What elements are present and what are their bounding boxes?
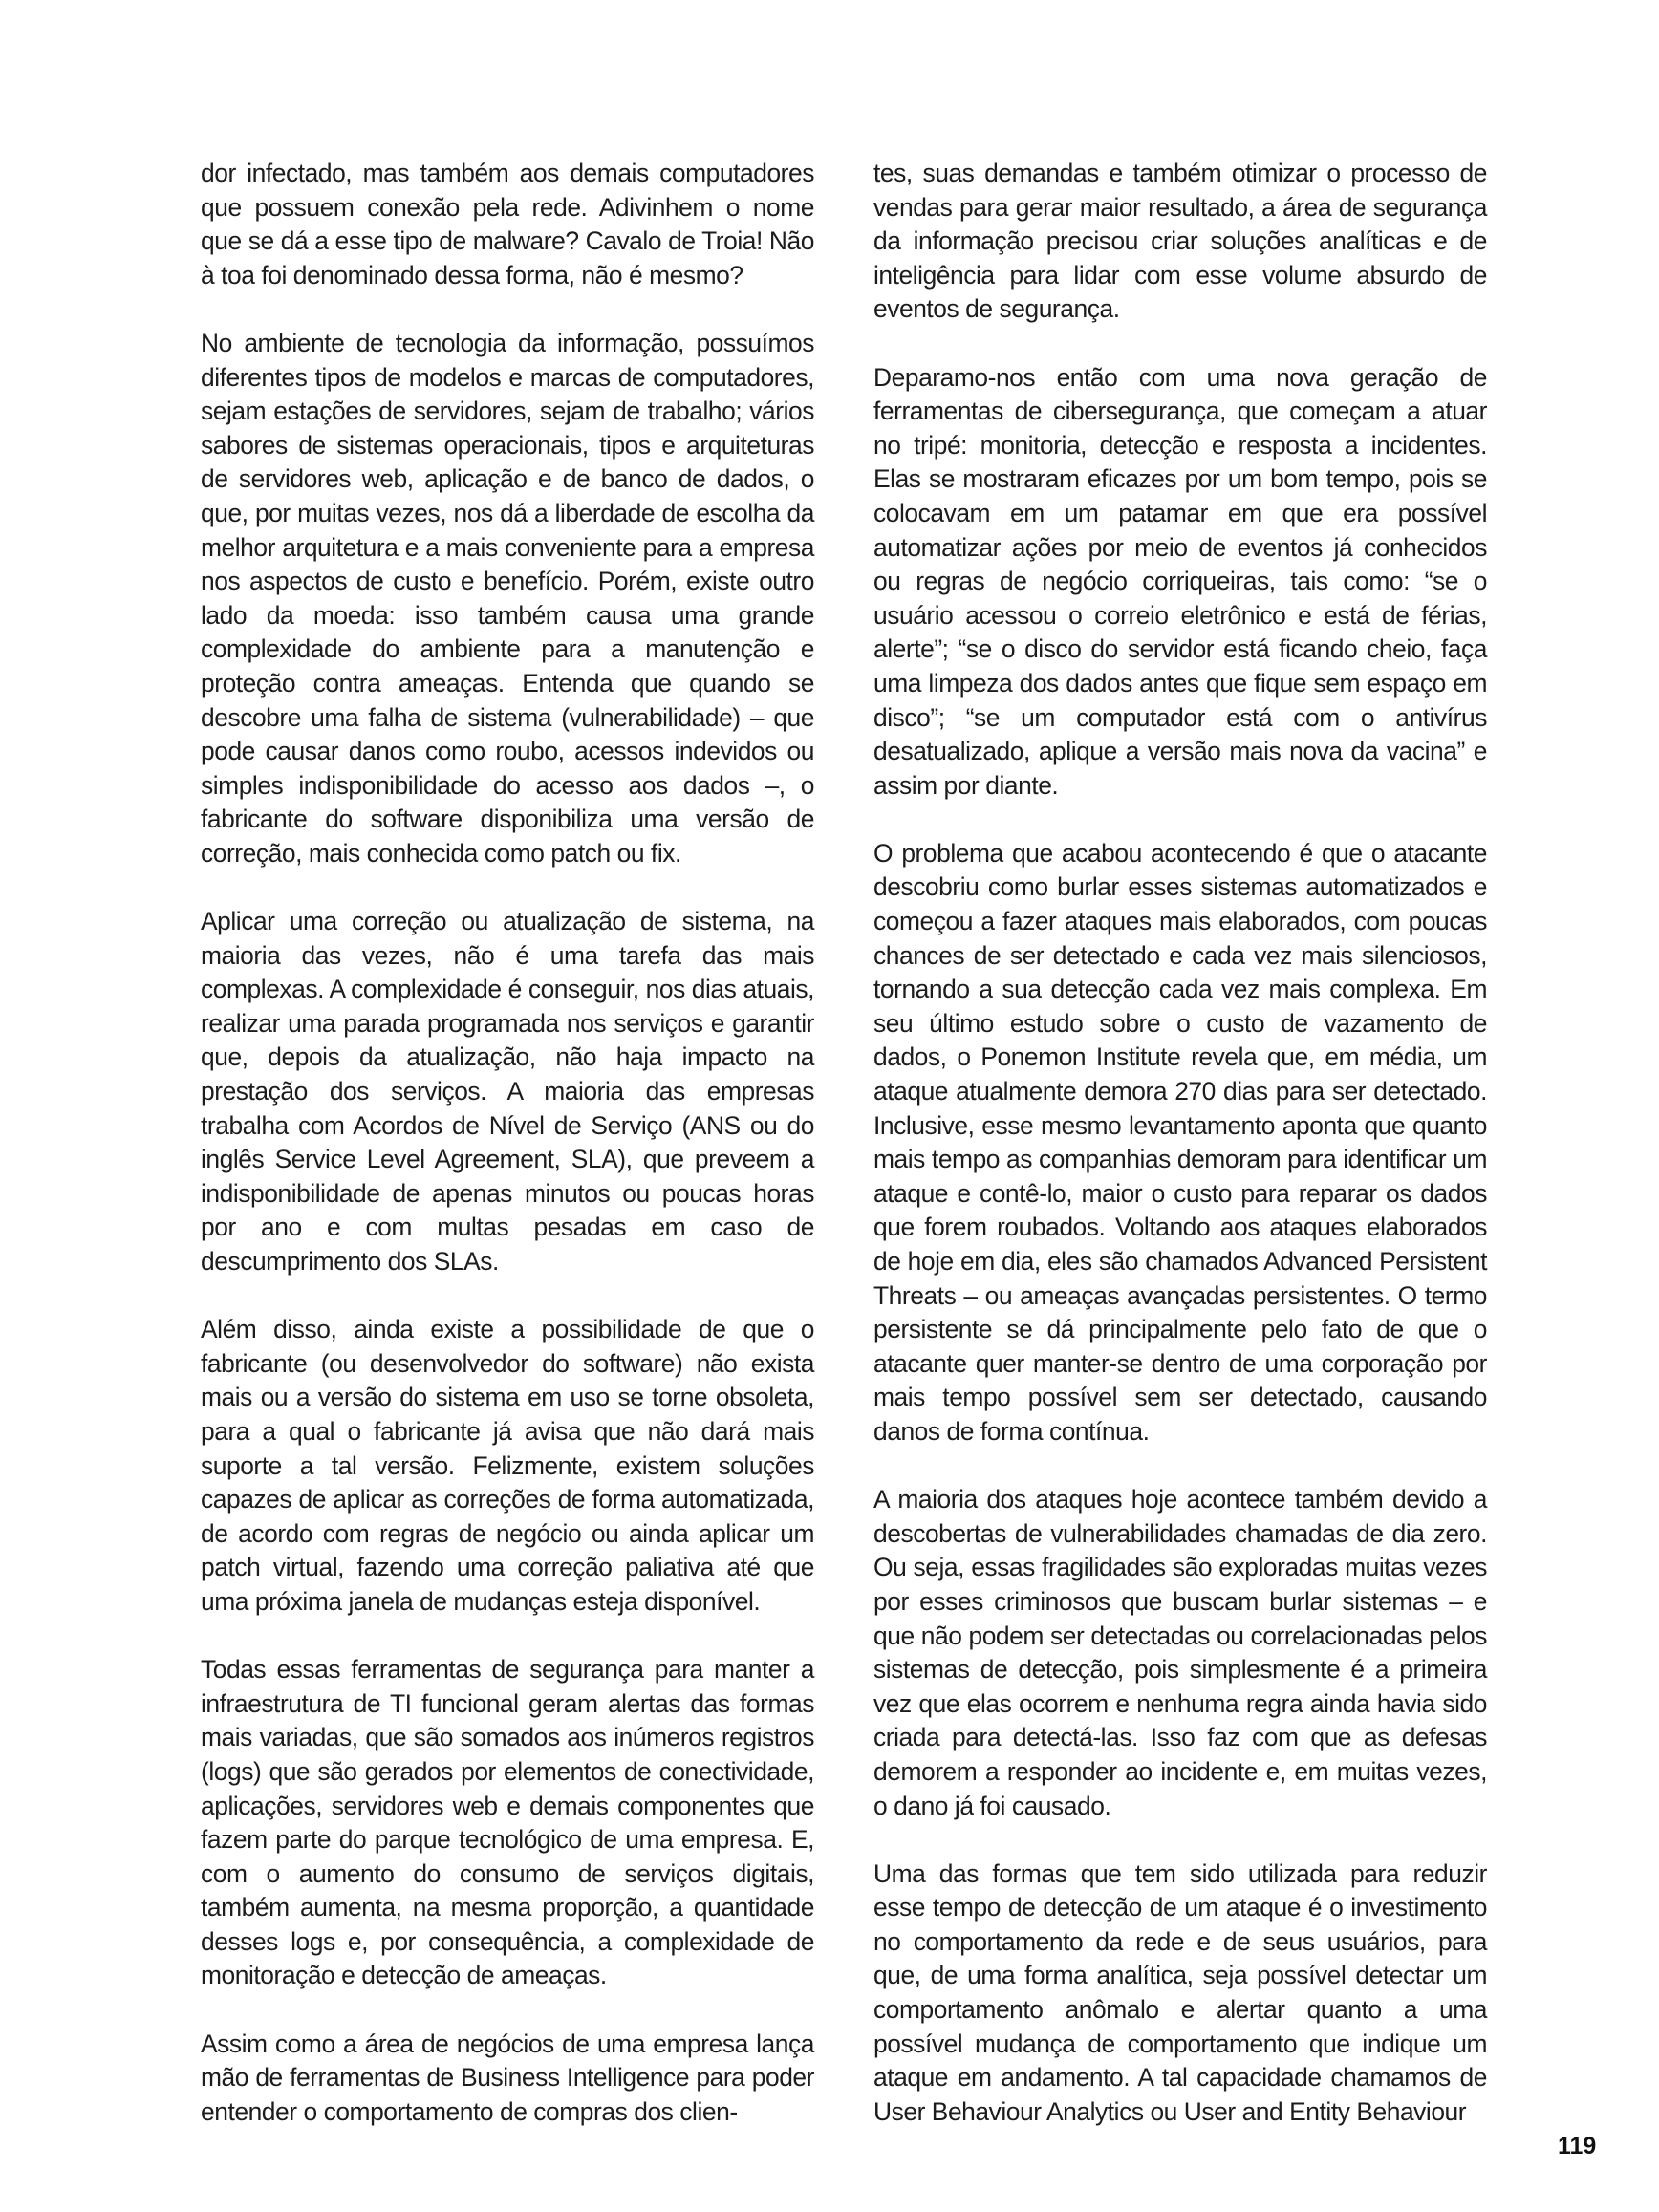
left-text-column xyxy=(201,157,814,2163)
right-text-column xyxy=(873,157,1487,2163)
paragraph: Aplicar uma correção ou atualização de sistema, na maioria das vezes, não é uma tarefa das mais complexas. A complexidade é conseguir, nos dias atuais, realizar uma parada programada nos serviços e garantir que, depois da atualização, não haja impacto na prestação dos serviços. A maioria das empresas trabalha com Acordos de Nível de Serviço (ANS ou do inglês Service Level Agreement, SLA), que preveem a indisponibilidade de apenas minutos ou poucas horas por ano e com multas pesadas em caso de descumprimento dos SLAs. xyxy=(201,907,814,1276)
paragraph: Todas essas ferramentas de segurança para manter a infraestrutura de TI funcional geram alertas das formas mais variadas, que são somados aos inúmeros registros (logs) que são gerados por elementos de conectividade, aplicações, servidores web e demais componentes que fazem parte do parque tecnológico de uma empresa. E, com o aumento do consumo de serviços digitais, também aumenta, na mesma proporção, a quantidade desses logs e, por consequência, a complexidade de monitoração e detecção de ameaças. xyxy=(201,1655,814,1990)
paragraph: dor infectado, mas também aos demais computadores que possuem conexão pela rede. Adivinhem o nome que se dá a esse tipo de malware? Cavalo de Troia! Não à toa foi denominado dessa forma, não é mesmo? xyxy=(201,159,814,290)
paragraph: Além disso, ainda existe a possibilidade de que o fabricante (ou desenvolvedor do software) não exista mais ou a versão do sistema em uso se torne obsoleta, para a qual o fabricante já avisa que não dará mais suporte a tal versão. Felizmente, existem soluções capazes de aplicar as correções de forma automatizada, de acordo com regras de negócio ou ainda aplicar um patch virtual, fazendo uma correção paliativa até que uma próxima janela de mudanças esteja disponível. xyxy=(201,1315,814,1616)
paragraph: Uma das formas que tem sido utilizada para reduzir esse tempo de detecção de um ataque é o investimento no comportamento da rede e de seus usuários, para que, de uma forma analítica, seja possível detectar um comportamento anômalo e alertar quanto a uma possível mudança de comportamento que indique um ataque em andamento. A tal capacidade chamamos de User Behaviour Analytics ou User and Entity Behaviour xyxy=(873,1858,1487,2126)
paragraph: No ambiente de tecnologia da informação, possuímos diferentes tipos de modelos e marcas de computadores, sejam estações de servidores, sejam de trabalho; vários sabores de sistemas operacionais, tipos e arquiteturas de servidores web, aplicação e de banco de dados, o que, por muitas vezes, nos dá a liberdade de escolha da melhor arquitetura e a mais conveniente para a empresa nos aspectos de custo e benefício. Porém, existe outro lado da moeda: isso também causa uma grande complexidade do ambiente para a manutenção e proteção contra ameaças. Entenda que quando se descobre uma falha de sistema (vulnerabilidade) – que pode causar danos como roubo, acessos indevidos ou simples indisponibilidade do acesso aos dados –, o fabricante do software disponibiliza uma versão de correção, mais conhecida como patch ou fix. xyxy=(201,328,814,868)
paragraph: Assim como a área de negócios de uma empresa lança mão de ferramentas de Business Intelligence para poder entender o comportamento de compras dos clien- xyxy=(201,2029,814,2126)
paragraph: A maioria dos ataques hoje acontece também devido a descobertas de vulnerabilidades chamadas de dia zero. Ou seja, essas fragilidades são exploradas muitas vezes por esses criminosos que buscam burlar sistemas – e que não podem ser detectadas ou correlacionadas pelos sistemas de detecção, pois simplesmente é a primeira vez que elas ocorrem e nenhuma regra ainda havia sido criada para detectá-las. Isso faz com que as defesas demorem a responder ao incidente e, em muitas vezes, o dano já foi causado. xyxy=(873,1485,1487,1820)
paragraph: tes, suas demandas e também otimizar o processo de vendas para gerar maior resultado, a área de segurança da informação precisou criar soluções analíticas e de inteligência para lidar com esse volume absurdo de eventos de segurança. xyxy=(873,159,1487,324)
page-number: 119 xyxy=(1558,2133,1597,2159)
paragraph: Deparamo-nos então com uma nova geração de ferramentas de cibersegurança, que começam a atuar no tripé: monitoria, detecção e resposta a incidentes. Elas se mostraram eficazes por um bom tempo, pois se colocavam em um patamar em que era possível automatizar ações por meio de eventos já conhecidos ou regras de negócio corriqueiras, tais como: “se o usuário acessou o correio eletrônico e está de férias, alerte”; “se o disco do servidor está ficando cheio, faça uma limpeza dos dados antes que fique sem espaço em disco”; “se um computador está com o antivírus desatualizado, aplique a versão mais nova da vacina” e assim por diante. xyxy=(873,362,1487,800)
paragraph: O problema que acabou acontecendo é que o atacante descobriu como burlar esses sistemas automatizados e começou a fazer ataques mais elaborados, com poucas chances de ser detectado e cada vez mais silenciosos, tornando a sua detecção cada vez mais complexa. Em seu último estudo sobre o custo de vazamento de dados, o Ponemon Institute revela que, em média, um ataque atualmente demora 270 dias para ser detectado. Inclusive, esse mesmo levantamento aponta que quanto mais tempo as companhias demoram para identificar um ataque e contê-lo, maior o custo para reparar os dados que forem roubados. Voltando aos ataques elaborados de hoje em dia, eles são chamados Advanced Persistent Threats – ou ameaças avançadas persistentes. O termo persistente se dá principalmente pelo fato de que o atacante quer manter-se dentro de uma corporação por mais tempo possível sem ser detectado, causando danos de forma contínua. xyxy=(873,838,1487,1446)
